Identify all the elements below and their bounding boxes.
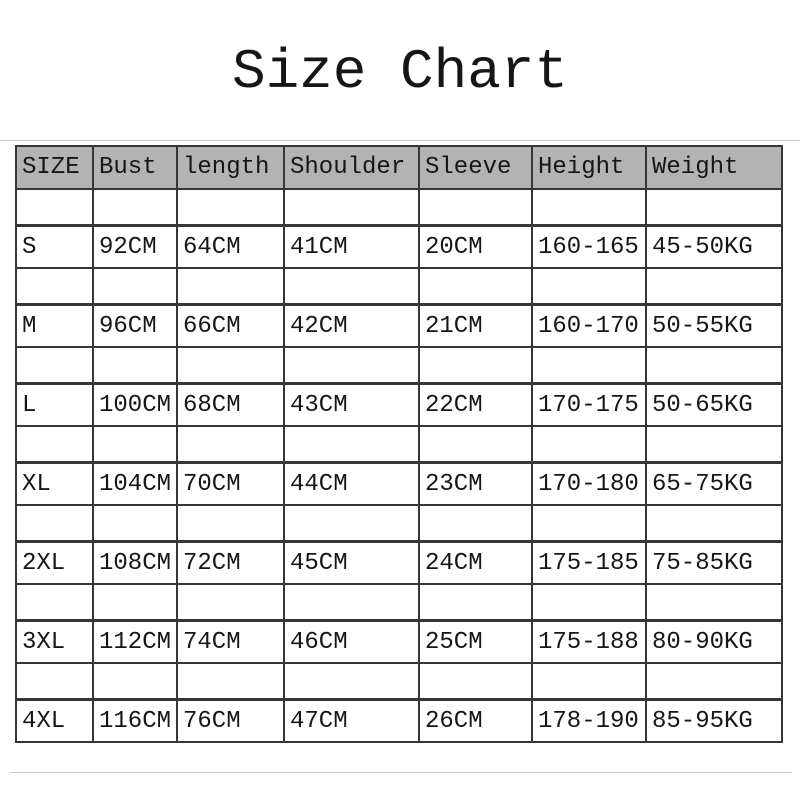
value-cell: 24CM [419, 542, 532, 585]
value-cell: 22CM [419, 384, 532, 427]
column-header-length: length [177, 146, 284, 189]
spacer-cell [93, 505, 177, 542]
spacer-cell [177, 505, 284, 542]
column-header-shoulder: Shoulder [284, 146, 419, 189]
spacer-cell [284, 268, 419, 305]
column-header-size: SIZE [16, 146, 93, 189]
value-cell: 47CM [284, 700, 419, 743]
value-cell: 50-55KG [646, 305, 782, 348]
value-cell: 160-170 [532, 305, 646, 348]
value-cell: 96CM [93, 305, 177, 348]
spacer-cell [532, 268, 646, 305]
value-cell: 65-75KG [646, 463, 782, 506]
column-header-sleeve: Sleeve [419, 146, 532, 189]
spacer-cell [532, 426, 646, 463]
value-cell: 72CM [177, 542, 284, 585]
spacer-cell [646, 663, 782, 700]
size-cell: XL [16, 463, 93, 506]
spacer-cell [532, 663, 646, 700]
spacer-row [16, 426, 782, 463]
spacer-cell [16, 426, 93, 463]
spacer-cell [532, 584, 646, 621]
table-body [16, 189, 782, 742]
table-row [16, 542, 782, 585]
value-cell: 26CM [419, 700, 532, 743]
spacer-cell [177, 584, 284, 621]
spacer-cell [532, 347, 646, 384]
value-cell: 100CM [93, 384, 177, 427]
spacer-cell [284, 426, 419, 463]
value-cell: 108CM [93, 542, 177, 585]
size-cell: M [16, 305, 93, 348]
table-row [16, 700, 782, 743]
spacer-cell [177, 347, 284, 384]
spacer-cell [177, 426, 284, 463]
spacer-cell [419, 347, 532, 384]
column-header-height: Height [532, 146, 646, 189]
value-cell: 175-188 [532, 621, 646, 664]
spacer-cell [419, 663, 532, 700]
spacer-cell [284, 505, 419, 542]
value-cell: 85-95KG [646, 700, 782, 743]
value-cell: 46CM [284, 621, 419, 664]
spacer-cell [419, 268, 532, 305]
value-cell: 170-180 [532, 463, 646, 506]
value-cell: 45CM [284, 542, 419, 585]
spacer-cell [16, 663, 93, 700]
spacer-cell [419, 505, 532, 542]
spacer-row [16, 189, 782, 226]
spacer-cell [419, 584, 532, 621]
table-header [16, 146, 782, 189]
spacer-cell [646, 584, 782, 621]
value-cell: 178-190 [532, 700, 646, 743]
spacer-cell [284, 189, 419, 226]
value-cell: 75-85KG [646, 542, 782, 585]
spacer-cell [16, 189, 93, 226]
value-cell: 92CM [93, 226, 177, 269]
size-cell: L [16, 384, 93, 427]
value-cell: 76CM [177, 700, 284, 743]
spacer-cell [646, 268, 782, 305]
table-row [16, 384, 782, 427]
spacer-row [16, 663, 782, 700]
spacer-cell [16, 505, 93, 542]
value-cell: 175-185 [532, 542, 646, 585]
value-cell: 42CM [284, 305, 419, 348]
table-row [16, 226, 782, 269]
value-cell: 20CM [419, 226, 532, 269]
value-cell: 170-175 [532, 384, 646, 427]
table-row [16, 305, 782, 348]
value-cell: 23CM [419, 463, 532, 506]
spacer-row [16, 584, 782, 621]
page-title: Size Chart [231, 40, 569, 104]
header-row [16, 146, 782, 189]
spacer-cell [419, 426, 532, 463]
table-row [16, 621, 782, 664]
spacer-row [16, 347, 782, 384]
column-header-bust: Bust [93, 146, 177, 189]
value-cell: 74CM [177, 621, 284, 664]
value-cell: 104CM [93, 463, 177, 506]
spacer-row [16, 505, 782, 542]
value-cell: 116CM [93, 700, 177, 743]
spacer-cell [93, 584, 177, 621]
value-cell: 112CM [93, 621, 177, 664]
column-header-weight: Weight [646, 146, 782, 189]
spacer-cell [532, 505, 646, 542]
spacer-cell [93, 663, 177, 700]
value-cell: 21CM [419, 305, 532, 348]
spacer-cell [646, 426, 782, 463]
value-cell: 160-165 [532, 226, 646, 269]
spacer-cell [284, 347, 419, 384]
size-cell: S [16, 226, 93, 269]
table-row [16, 463, 782, 506]
faint-gridline-top [0, 140, 800, 141]
spacer-cell [646, 347, 782, 384]
value-cell: 64CM [177, 226, 284, 269]
spacer-cell [646, 505, 782, 542]
spacer-cell [284, 584, 419, 621]
spacer-cell [177, 663, 284, 700]
value-cell: 50-65KG [646, 384, 782, 427]
spacer-cell [284, 663, 419, 700]
value-cell: 43CM [284, 384, 419, 427]
value-cell: 25CM [419, 621, 532, 664]
size-cell: 2XL [16, 542, 93, 585]
spacer-cell [177, 189, 284, 226]
spacer-cell [16, 268, 93, 305]
size-chart-table [15, 145, 783, 743]
spacer-cell [419, 189, 532, 226]
spacer-cell [93, 189, 177, 226]
spacer-cell [93, 426, 177, 463]
value-cell: 68CM [177, 384, 284, 427]
size-cell: 4XL [16, 700, 93, 743]
spacer-cell [646, 189, 782, 226]
value-cell: 45-50KG [646, 226, 782, 269]
spacer-cell [532, 189, 646, 226]
value-cell: 41CM [284, 226, 419, 269]
spacer-cell [93, 268, 177, 305]
faint-gridline-bottom [10, 772, 792, 773]
size-cell: 3XL [16, 621, 93, 664]
value-cell: 80-90KG [646, 621, 782, 664]
value-cell: 70CM [177, 463, 284, 506]
spacer-row [16, 268, 782, 305]
value-cell: 44CM [284, 463, 419, 506]
value-cell: 66CM [177, 305, 284, 348]
spacer-cell [16, 584, 93, 621]
spacer-cell [177, 268, 284, 305]
spacer-cell [93, 347, 177, 384]
spacer-cell [16, 347, 93, 384]
